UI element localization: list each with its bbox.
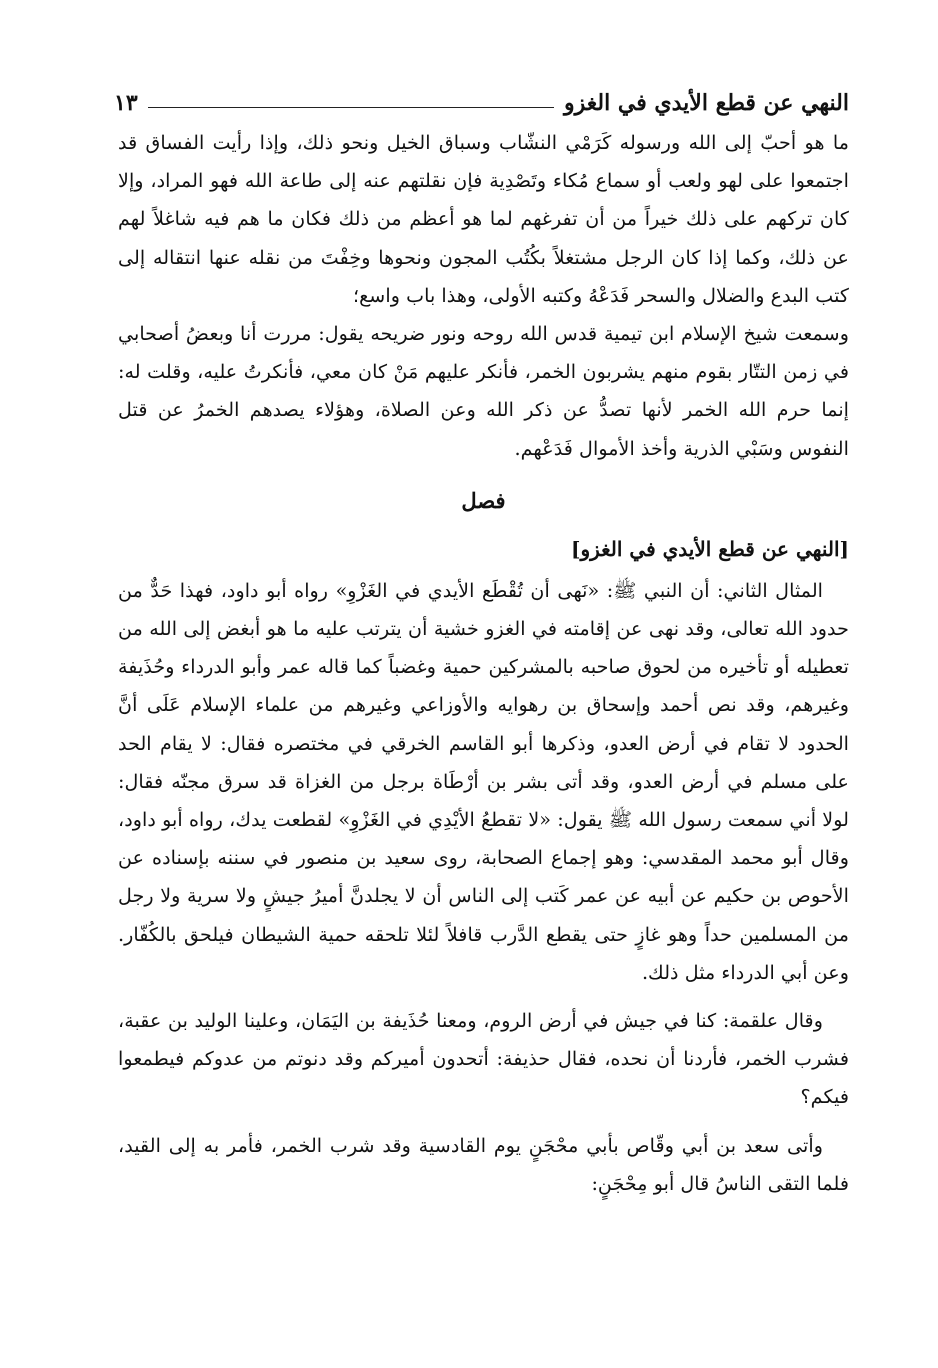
header-title: النهي عن قطع الأيدي في الغزو xyxy=(564,90,849,116)
paragraph: وأتى سعد بن أبي وقّاص بأبي محْجَنٍ يوم القادسية وقد شرب الخمر، فأمر به إلى القيد، فلما التقى الناسُ قال أبو مِحْجَنٍ: xyxy=(118,1133,849,1195)
page-number: ١٣ xyxy=(114,90,138,116)
subheading: [النهي عن قطع الأيدي في الغزو] xyxy=(571,536,849,561)
page-body xyxy=(118,124,849,1203)
paragraph: ما هو أحبّ إلى الله ورسوله كَرَمْي النشّاب وسباق الخيل ونحو ذلك، وإذا رأيت الفساق قد اجتمعوا على لهو ولعب أو سماع مُكاء وتَصْدِية فإن نقلتهم عنه إلى طاعة الله فهو المراد، وإلا كان تركهم على ذلك خيراً من أن تفرغهم لما هو أعظم من ذلك فكان ما هم فيه شاغلاً لهم عن ذلك، وكما إذا كان الرجل مشتغلاً بكُتُب المجون ونحوها وخِفْتَ من نقله عنها انتقاله إلى كتب البدع والضلال والسحر فَدَعْهُ وكتبه الأولى، وهذا باب واسع؛ xyxy=(118,131,849,307)
paragraph: المثال الثاني: أن النبي ﷺ: «نَهى أن تُقْطَع الأيدي في الغَزْوِ» رواه أبو داود، فهذا حَدٌّ من حدود الله تعالى، وقد نهى عن إقامته في الغزو خشية أن يترتب عليه ما هو أبغض إلى الله من تعطيله أو تأخيره من لحوق صاحبه بالمشركين حمية وغضباً كما قاله عمر وأبو الدرداء وحُذَيفة وغيرهم، وقد نص أحمد وإسحاق بن رهوايه والأوزاعي وغيرهم من علماء الإسلام عَلَى أنَّ الحدود لا تقام في أرض العدو، وذكرها أبو القاسم الخرقي في مختصره فقال: لا يقام الحد على مسلم في أرض العدو، وقد أتى بشر بن أرْطَاة برجل من الغزاة قد سرق مجنّه فقال: لولا أني سمعت رسول الله ﷺ يقول: «لا تقطعُ الأيْدِي في الغَزْوِ» لقطعت يدك، رواه أبو داود، وقال أبو محمد المقدسي: وهو إجماع الصحابة، روى سعيد بن منصور في سننه بإسناده عن الأحوص بن حكيم عن أبيه عن عمر كَتب إلى الناس أن لا يجلدنَّ أميرُ جيشٍ ولا سرية ولا رجل من المسلمين حداً وهو غازٍ حتى يقطع الدَّرب قافلاً لئلا تلحقه حمية الشيطان فيلحق بالكُفّار. وعن أبي الدرداء مثل ذلك. xyxy=(118,578,849,984)
section-title: فصل xyxy=(461,487,506,513)
running-header xyxy=(114,86,849,120)
header-rule xyxy=(148,107,554,108)
paragraph: وسمعت شيخ الإسلام ابن تيمية قدس الله روحه ونور ضريحه يقول: مررت أنا وبعضُ أصحابي في زمن التتّار بقوم منهم يشربون الخمر، فأنكر عليهم مَنْ كان معي، فأنكرتُ عليه، وقلت له: إنما حرم الله الخمر لأنها تصدُّ عن ذكر الله وعن الصلاة، وهؤلاء يصدهم الخمرُ عن قتل النفوس وسَبْي الذرية وأخذ الأموال فَدَعْهم. xyxy=(118,322,849,460)
paragraph: وقال علقمة: كنا في جيش في أرض الروم، ومعنا حُذَيفة بن اليَمَان، وعلينا الوليد بن عقبة، فشرب الخمر، فأردنا أن نحده، فقال حذيفة: أتحدون أميركم وقد دنوتم من عدوكم فيطمعوا فيكم؟ xyxy=(118,1009,849,1109)
